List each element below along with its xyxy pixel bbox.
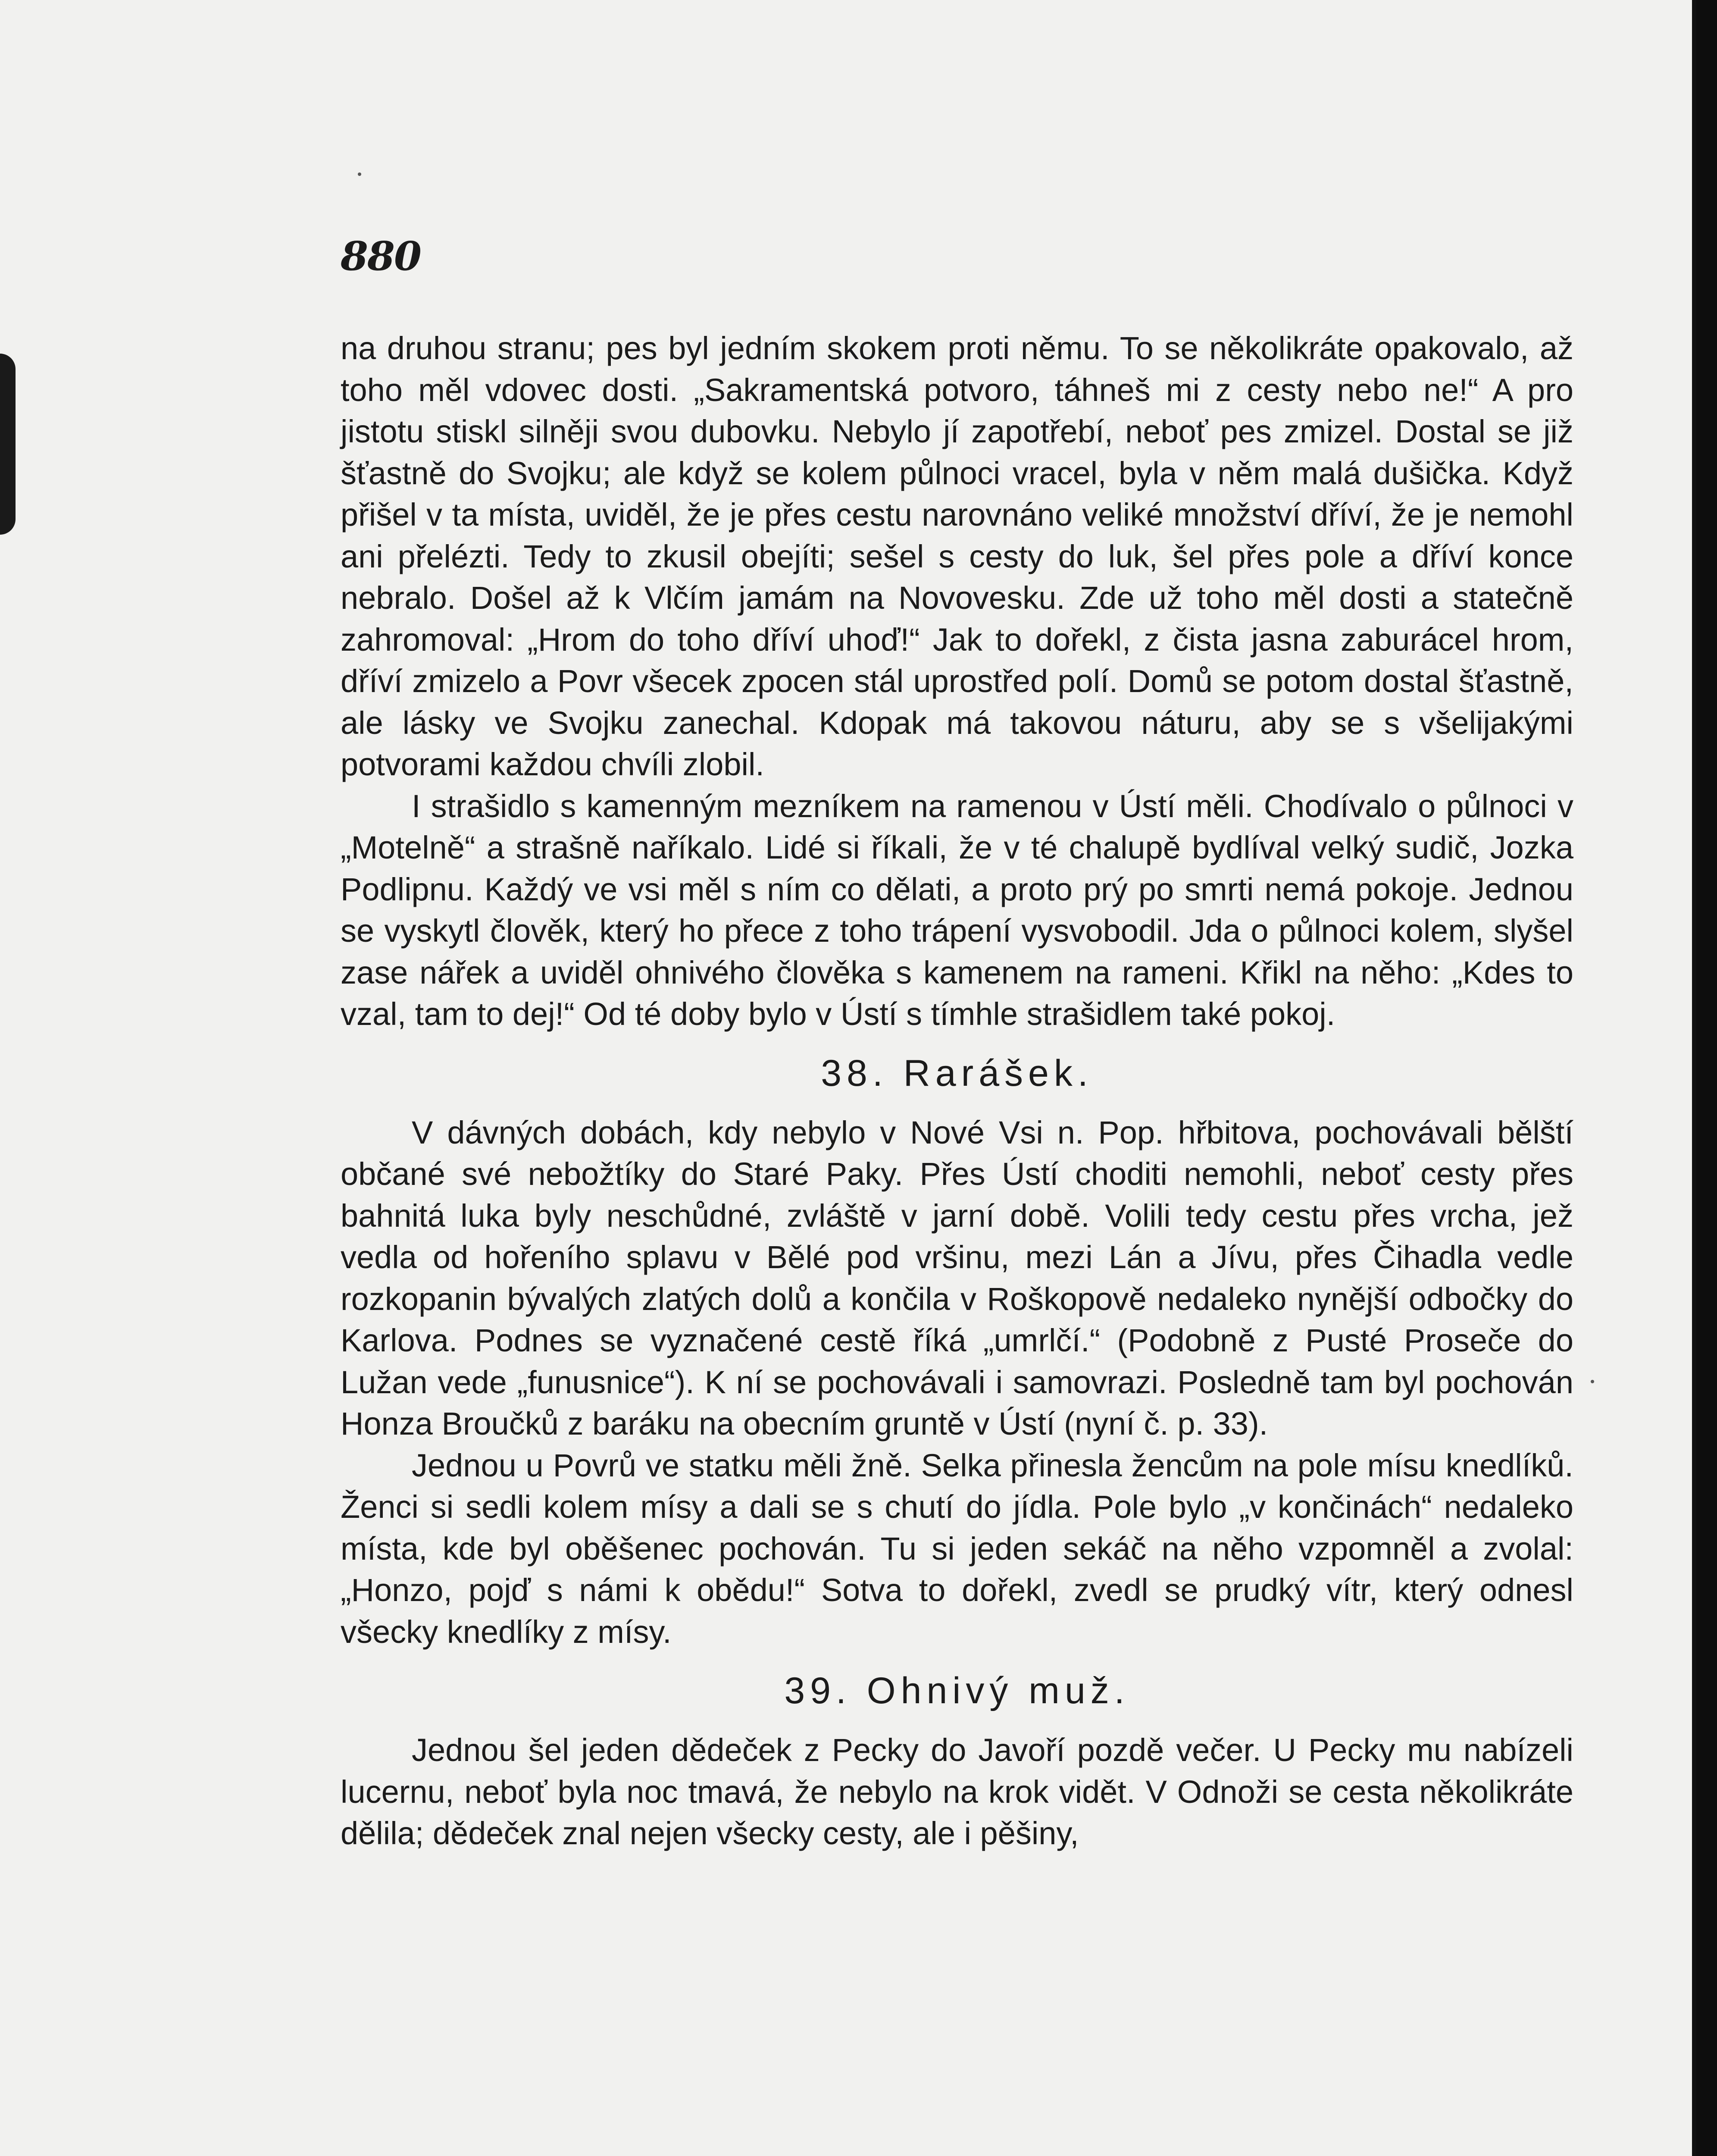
paragraph-rarasek-1: V dávných dobách, kdy nebylo v Nové Vsi n. Pop. hřbitova, pochovávali bělští občané své nebožtíky do Staré Paky. Přes Ústí choditi nemohli, neboť cesty přes bahnitá luka byly neschůdné, zvláště v jarní době. Volili tedy cestu přes vrcha, jež vedla od hořeního splavu v Bělé pod vršinu, mezi Lán a Jívu, přes Čihadla vedle rozkopanin bývalých zlatých dolů a končila v Roškopově nedaleko nynější odbočky do Karlova. Podnes se vyznačené cestě říká „umrlčí.“ (Podobně z Pusté Proseče do Lužan vede „funusnice“). K ní se pochovávali i samovrazi. Posledně tam byl pochován Honza Broučků z baráku na obecním gruntě v Ústí (nyní č. p. 33). — [341, 1114, 1573, 1442]
paragraph-rarasek-2: Jednou u Povrů ve statku měli žně. Selka přinesla žencům na pole mísu knedlíků. Ženci si sedli kolem mísy a dali se s chutí do jídla. Pole bylo „v končinách“ nedaleko místa, kde byl oběšenec pochován. Tu si jeden sekáč na něho vzpomněl a zvolal: „Honzo, pojď s námi k obědu!“ Sotva to dořekl, zvedl se prudký vítr, který odnesl všecky knedlíky z mísy. — [341, 1447, 1573, 1650]
paragraph-strasidlo: I strašidlo s kamenným mezníkem na ramenou v Ústí měli. Chodívalo o půlnoci v „Motelně“ a strašně naříkalo. Lidé si říkali, že v té chalupě bydlíval velký sudič, Jozka Podlipnu. Každý ve vsi měl s ním co dělati, a proto prý po smrti nemá pokoje. Jednou se vyskytl člověk, který ho přece z toho trápení vysvobodil. Jda o půlnoci kolem, slyšel zase nářek a uviděl ohnivého člověka s kamenem na rameni. Křikl na něho: „Kdes to vzal, tam to dej!“ Od té doby bylo v Ústí s tímhle strašidlem také pokoj. — [341, 788, 1573, 1032]
paragraph-continuation: na druhou stranu; pes byl jedním skokem proti němu. To se několikráte opakovalo, až toho měl vdovec dosti. „Sakramentská potvoro, táhneš mi z cesty nebo ne!“ A pro jistotu stiskl silněji svou dubovku. Nebylo jí zapotřebí, neboť pes zmizel. Dostal se již šťastně do Svojku; ale když se kolem půlnoci vracel, byla v něm malá dušička. Když přišel v ta místa, uviděl, že je přes cestu narovnáno veliké množství dříví, že je nemohl ani přelézti. Tedy to zkusil obejíti; sešel s cesty do luk, šel přes pole a dříví konce nebralo. Došel až k Vlčím jamám na Novovesku. Zde už toho měl dosti a statečně zahromoval: „Hrom do toho dříví uhoď!“ Jak to dořekl, z čista jasna zaburácel hrom, dříví zmizelo a Povr všecek zpocen stál uprostřed polí. Domů se potom dostal šťastně, ale lásky ve Svojku zanechal. Kdopak má takovou náturu, aby se s všelijakými potvorami každou chvíli zlobil. — [341, 330, 1573, 782]
paragraph-ohnivy-muz: Jednou šel jeden dědeček z Pecky do Javoří pozdě večer. U Pecky mu nabízeli lucernu, neboť byla noc tmavá, že nebylo na krok vidět. V Odnoži se cesta několikráte dělila; dědeček znal nejen všecky cesty, ale i pěšiny, — [341, 1732, 1573, 1851]
binding-shadow — [0, 354, 16, 535]
section-heading-39: 39. Ohnivý muž. — [784, 1670, 1130, 1711]
body-text — [341, 328, 1573, 1855]
dust-speck — [358, 172, 361, 176]
page-number: 880 — [341, 233, 421, 279]
section-heading-38: 38. Rarášek. — [821, 1052, 1093, 1094]
dust-speck — [1591, 1380, 1594, 1383]
